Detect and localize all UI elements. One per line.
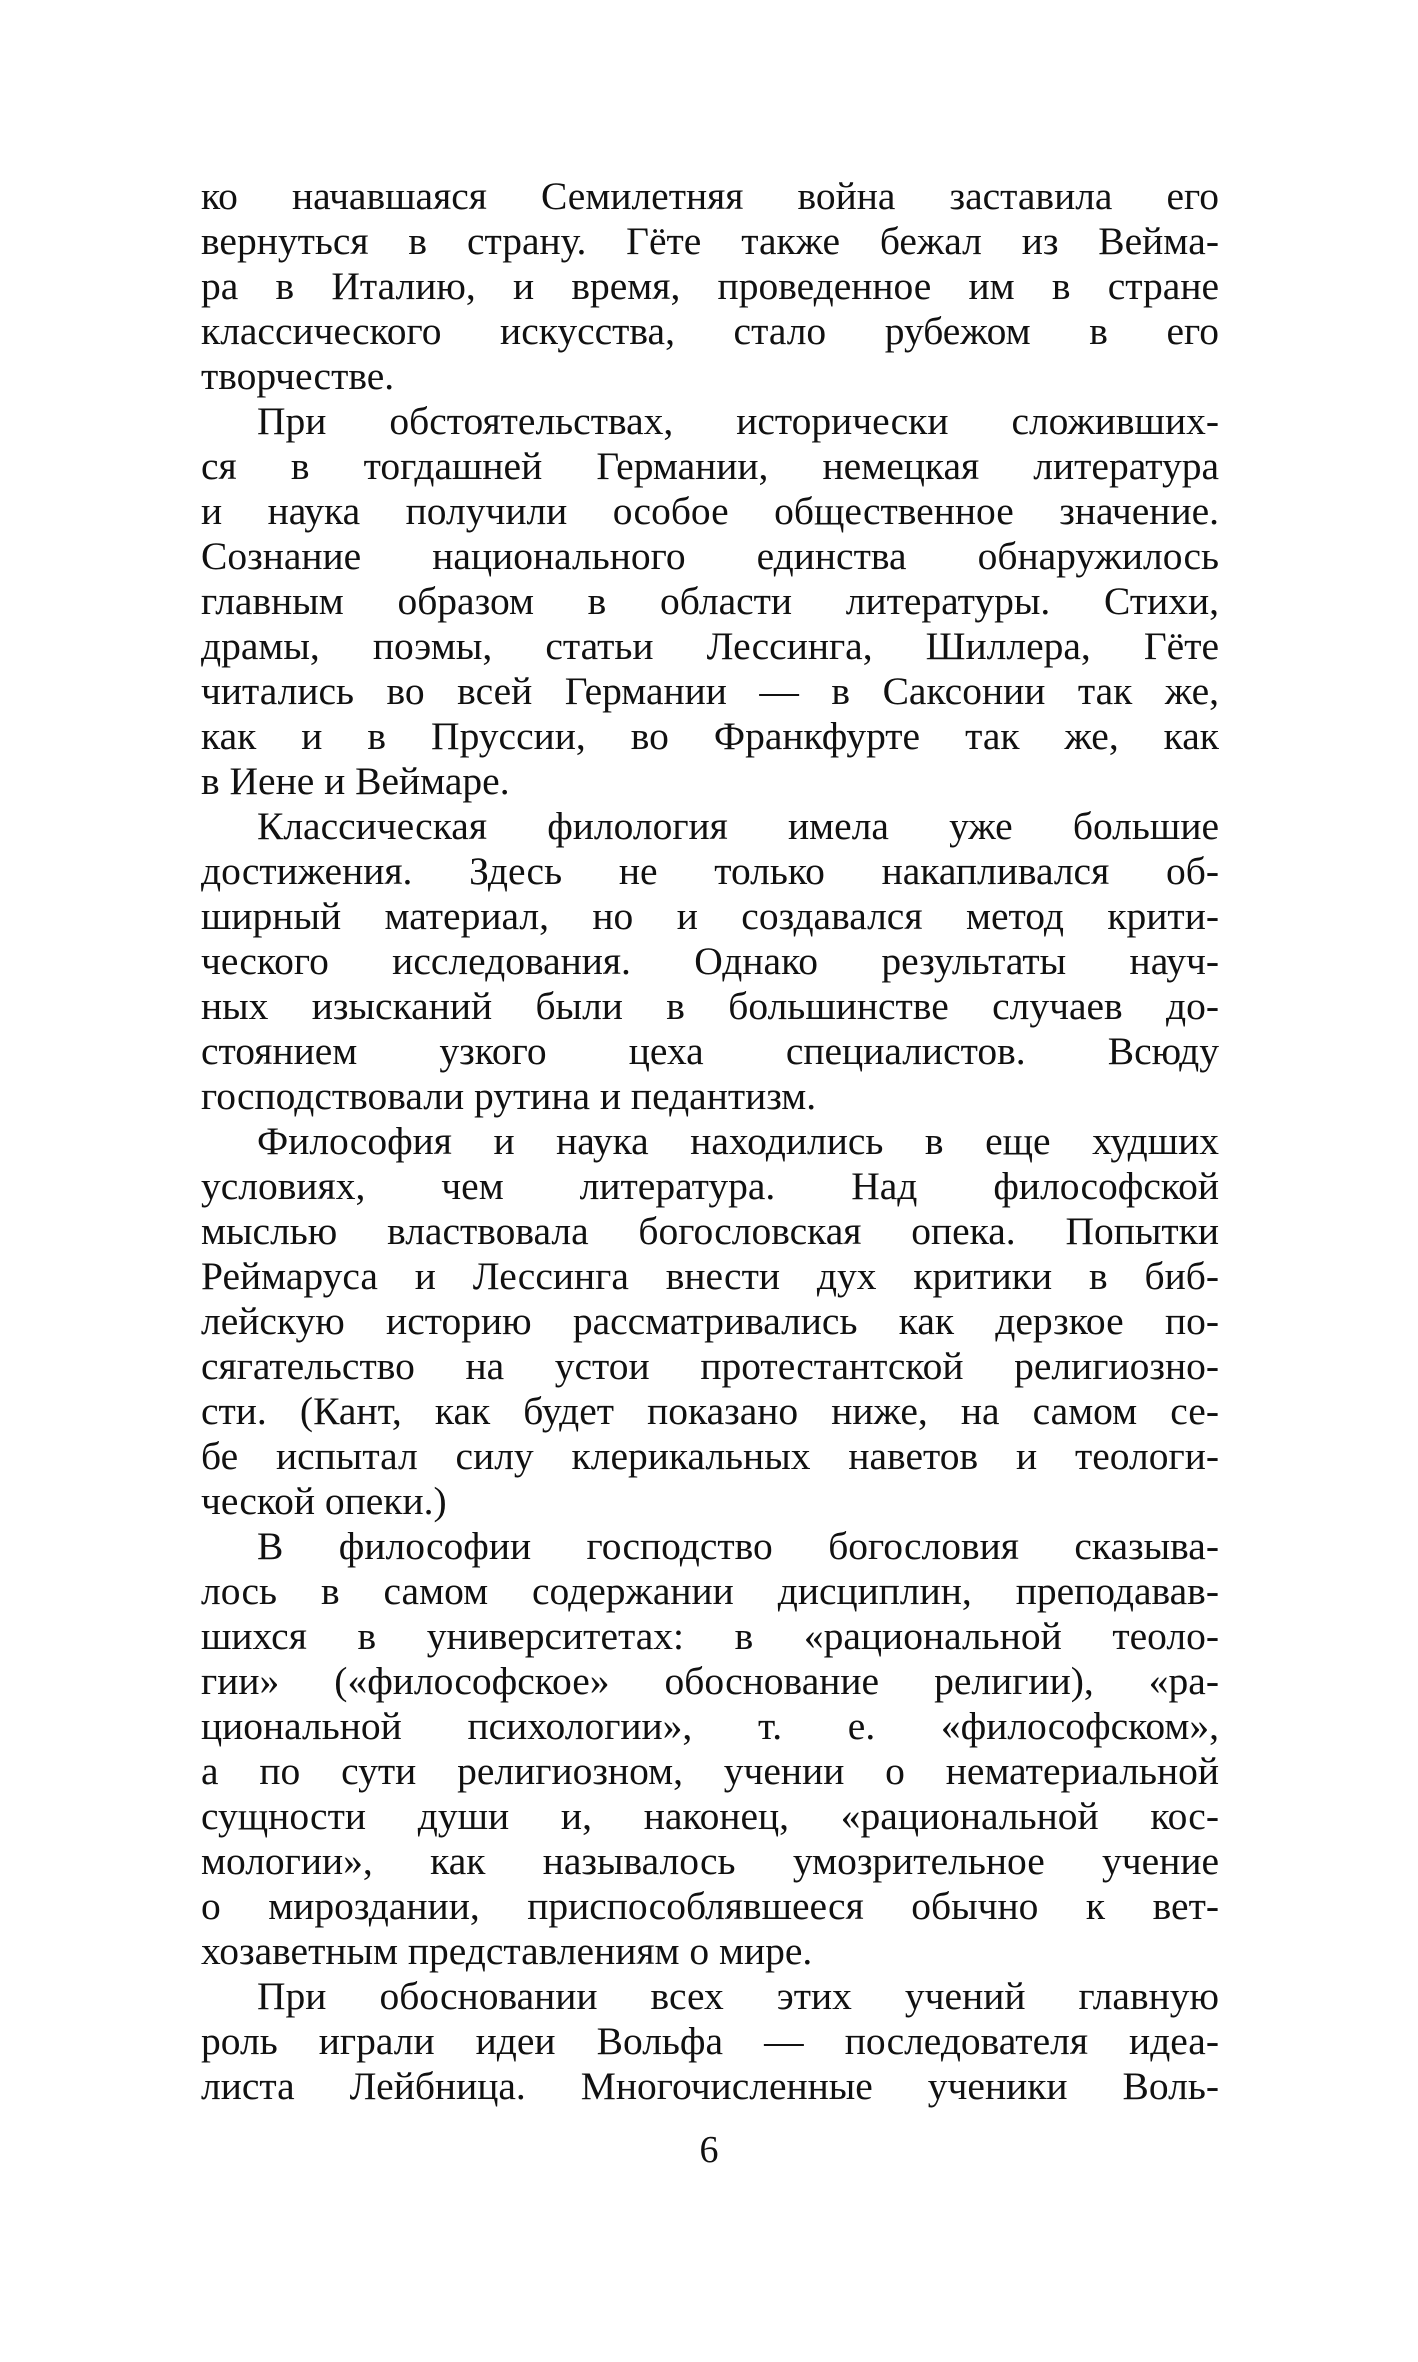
text-line: лось в самом содержании дисциплин, преподавав- (201, 1569, 1219, 1613)
body-text (201, 174, 1219, 2109)
text-line: условиях, чем литература. Над философской (201, 1164, 1219, 1208)
text-line: вернуться в страну. Гёте также бежал из Веймa- (201, 219, 1219, 263)
text-line: Классическая филология имела уже большие (257, 804, 1219, 848)
text-line: Философия и наука находились в еще худших (257, 1119, 1219, 1163)
text-line: ных изысканий были в большинстве случаев до- (201, 984, 1219, 1028)
text-line: сти. (Кант, как будет показано ниже, на самом се- (201, 1389, 1219, 1433)
text-line: хозаветным представлениям о мире. (201, 1929, 813, 1973)
text-line: При обстоятельствах, исторически сложивших- (257, 399, 1219, 443)
text-line: стоянием узкого цеха специалистов. Всюду (201, 1029, 1219, 1073)
text-line: ся в тогдашней Германии, немецкая литература (201, 444, 1219, 488)
text-line: а по сути религиозном, учении о нематериальной (201, 1749, 1219, 1793)
text-line: главным образом в области литературы. Стихи, (201, 579, 1219, 623)
text-line: циональной психологии», т. е. «философском», (201, 1704, 1219, 1748)
text-line: о мироздании, приспособлявшееся обычно к вет- (201, 1884, 1219, 1928)
text-line: ческого исследования. Однако результаты науч- (201, 939, 1219, 983)
text-line: и наука получили особое общественное значение. (201, 489, 1219, 533)
text-line: сущности души и, наконец, «рациональной кос- (201, 1794, 1219, 1838)
text-line: драмы, поэмы, статьи Лессинга, Шиллера, Гёте (201, 624, 1219, 668)
text-line: бе испытал силу клерикальных наветов и теологи- (201, 1434, 1219, 1478)
text-line: читались во всей Германии — в Саксонии так же, (201, 669, 1219, 713)
text-line: мыслью властвовала богословская опека. Попытки (201, 1209, 1219, 1253)
text-line: мологии», как называлось умозрительное учение (201, 1839, 1219, 1883)
text-line: ширный материал, но и создавался метод крити- (201, 894, 1219, 938)
text-line: При обосновании всех этих учений главную (257, 1974, 1219, 2018)
text-line: как и в Пруссии, во Франкфурте так же, как (201, 714, 1219, 758)
text-line: ко начавшаяся Семилетняя война заставила его (201, 174, 1219, 218)
text-line: ческой опеки.) (201, 1479, 447, 1523)
text-line: господствовали рутина и педантизм. (201, 1074, 817, 1118)
text-line: лейскую историю рассматривались как дерзкое по- (201, 1299, 1219, 1343)
text-line: достижения. Здесь не только накапливался об- (201, 849, 1219, 893)
text-line: классического искусства, стало рубежом в его (201, 309, 1219, 353)
page-number: 6 (699, 2129, 719, 2171)
text-line: листа Лейбница. Многочисленные ученики Воль- (201, 2064, 1219, 2108)
text-line: в Иене и Веймаре. (201, 759, 510, 803)
text-line: Реймаруса и Лессинга внести дух критики в биб- (201, 1254, 1219, 1298)
text-line: В философии господство богословия сказыва- (257, 1524, 1219, 1568)
text-line: творчестве. (201, 354, 395, 398)
text-line: сягательство на устои протестантской религиозно- (201, 1344, 1219, 1388)
text-line: шихся в университетах: в «рациональной теоло- (201, 1614, 1219, 1658)
text-line: роль играли идеи Вольфа — последователя идеа- (201, 2019, 1219, 2063)
text-line: ра в Италию, и время, проведенное им в стране (201, 264, 1219, 308)
text-line: Сознание национального единства обнаружилось (201, 534, 1219, 578)
text-line: гии» («философское» обоснование религии), «ра- (201, 1659, 1219, 1703)
